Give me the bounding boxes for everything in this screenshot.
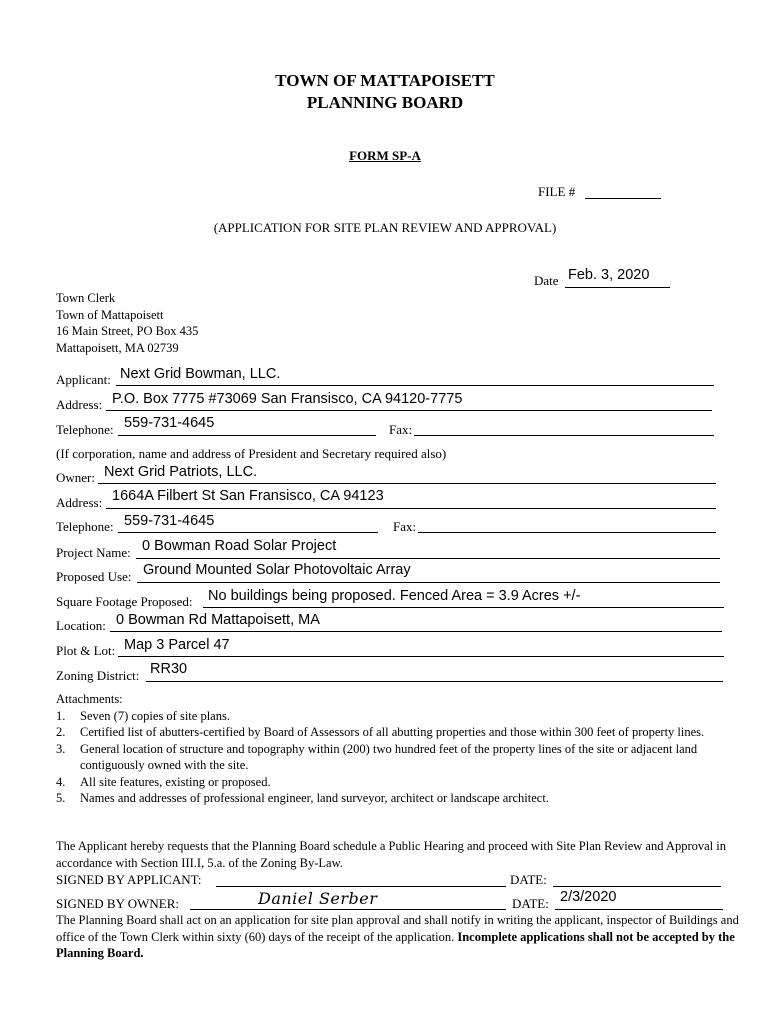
- owner-telephone-label: Telephone:: [56, 519, 114, 534]
- attachment-number: 3.: [56, 741, 66, 756]
- date-field-line: [565, 287, 670, 288]
- date-label: Date: [534, 273, 559, 288]
- corporation-note: (If corporation, name and address of President and Secretary required also): [56, 446, 447, 461]
- town-title: TOWN OF MATTAPOISETT: [275, 71, 495, 90]
- applicant-fax-field[interactable]: [414, 435, 714, 436]
- attachment-number: 4.: [56, 774, 66, 789]
- project-name-value[interactable]: 0 Bowman Road Solar Project: [142, 538, 337, 554]
- attachment-item: [56, 790, 742, 807]
- owner-fax-label: Fax:: [393, 519, 417, 534]
- applicant-fax-label: Fax:: [389, 422, 413, 437]
- footer-notice: [56, 912, 742, 962]
- request-paragraph: The Applicant hereby requests that the Planning Board schedule a Public Hearing and proceed with Site Plan Review and Approval in accordance with Section III.I, 5.a. of the Zoning By-Law.: [56, 839, 726, 870]
- zoning-district-value[interactable]: RR30: [150, 661, 188, 677]
- location-value[interactable]: 0 Bowman Rd Mattapoisett, MA: [116, 612, 320, 628]
- owner-telephone-line: [118, 532, 378, 533]
- attachment-item: [56, 724, 742, 741]
- attachment-text: Certified list of abutters-certified by Board of Assessors of all abutting properties and those within 300 feet of property lines.: [80, 725, 705, 739]
- owner-address-value[interactable]: 1664A Filbert St San Fransisco, CA 94123: [112, 488, 384, 504]
- date-value[interactable]: Feb. 3, 2020: [568, 267, 650, 283]
- clerk-line-4: Mattapoisett, MA 02739: [56, 340, 179, 355]
- location-label: Location:: [56, 618, 106, 633]
- applicant-signature-field[interactable]: [216, 886, 506, 887]
- project-name-line: [136, 558, 720, 559]
- form-subtitle: (APPLICATION FOR SITE PLAN REVIEW AND APPROVAL): [213, 220, 557, 235]
- applicant-address-value[interactable]: P.O. Box 7775 #73069 San Fransisco, CA 94120-7775: [112, 391, 463, 407]
- applicant-telephone-line: [118, 435, 376, 436]
- proposed-use-value[interactable]: Ground Mounted Solar Photovoltaic Array: [143, 562, 411, 578]
- zoning-district-line: [146, 681, 723, 682]
- owner-address-label: Address:: [56, 495, 103, 510]
- owner-telephone-value[interactable]: 559-731-4645: [124, 513, 215, 529]
- proposed-use-label: Proposed Use:: [56, 569, 132, 584]
- owner-fax-field[interactable]: [418, 532, 716, 533]
- footer-notice-text: The Planning Board shall act on an application for site plan approval and shall notify in writing the applicant, inspector of Buildings and office of the Town Clerk within sixty (60) days of the receipt of the application.: [56, 913, 739, 944]
- applicant-address-line: [106, 410, 712, 411]
- applicant-line: [116, 385, 714, 386]
- form-label: FORM SP-A: [349, 148, 421, 163]
- applicant-telephone-label: Telephone:: [56, 422, 114, 437]
- attachment-item: [56, 741, 742, 774]
- owner-signature[interactable]: Daniel Serber: [258, 889, 378, 908]
- board-title: PLANNING BOARD: [306, 93, 464, 112]
- attachment-text: All site features, existing or proposed.: [80, 774, 271, 789]
- zoning-district-label: Zoning District:: [56, 668, 140, 683]
- plot-lot-label: Plot & Lot:: [56, 643, 116, 658]
- owner-address-line: [106, 508, 716, 509]
- attachment-item: [56, 774, 742, 791]
- plot-lot-line: [118, 656, 724, 657]
- applicant-telephone-value[interactable]: 559-731-4645: [124, 415, 215, 431]
- applicant-date-field[interactable]: [553, 886, 721, 887]
- square-footage-label: Square Footage Proposed:: [56, 594, 193, 609]
- owner-date-label: DATE:: [512, 896, 549, 911]
- clerk-line-1: Town Clerk: [56, 291, 116, 305]
- plot-lot-value[interactable]: Map 3 Parcel 47: [124, 637, 230, 653]
- attachment-number: 5.: [56, 791, 66, 805]
- project-name-label: Project Name:: [56, 545, 131, 560]
- applicant-value[interactable]: Next Grid Bowman, LLC.: [120, 366, 281, 382]
- attachment-number: 2.: [56, 725, 66, 739]
- attachment-number: 1.: [56, 708, 66, 723]
- square-footage-value[interactable]: No buildings being proposed. Fenced Area = 3.9 Acres +/-: [208, 588, 581, 604]
- proposed-use-line: [137, 582, 720, 583]
- attachment-text: General location of structure and topography within (200) two hundred feet of the property lines of the site or adjacent land contiguously owned with the site.: [80, 741, 698, 772]
- owner-date-value[interactable]: 2/3/2020: [560, 889, 617, 905]
- clerk-line-3: 16 Main Street, PO Box 435: [56, 324, 199, 338]
- clerk-address-block: [56, 290, 198, 356]
- footer-notice-bold: Incomplete applications shall not be accepted by the Planning Board.: [56, 929, 735, 960]
- owner-label: Owner:: [56, 470, 95, 485]
- clerk-line-2: Town of Mattapoisett: [56, 307, 164, 322]
- attachment-text: Seven (7) copies of site plans.: [80, 708, 230, 723]
- owner-value[interactable]: Next Grid Patriots, LLC.: [104, 464, 258, 480]
- signed-by-owner-label: SIGNED BY OWNER:: [56, 896, 180, 911]
- location-line: [110, 631, 722, 632]
- applicant-date-label: DATE:: [510, 872, 547, 887]
- attachments-heading: Attachments:: [56, 692, 123, 706]
- attachment-item: [56, 708, 742, 725]
- attachments-section: [56, 691, 742, 807]
- square-footage-line: [203, 607, 724, 608]
- applicant-address-label: Address:: [56, 397, 103, 412]
- attachments-list: [56, 708, 742, 807]
- signed-by-applicant-label: SIGNED BY APPLICANT:: [56, 872, 202, 887]
- owner-date-line: [555, 909, 723, 910]
- owner-line: [98, 483, 716, 484]
- applicant-label: Applicant:: [56, 372, 111, 387]
- file-label: FILE #: [538, 184, 576, 199]
- attachment-text: Names and addresses of professional engineer, land surveyor, architect or landscape architect.: [80, 791, 549, 805]
- owner-signature-line: [190, 909, 506, 910]
- file-number-field[interactable]: [585, 198, 661, 199]
